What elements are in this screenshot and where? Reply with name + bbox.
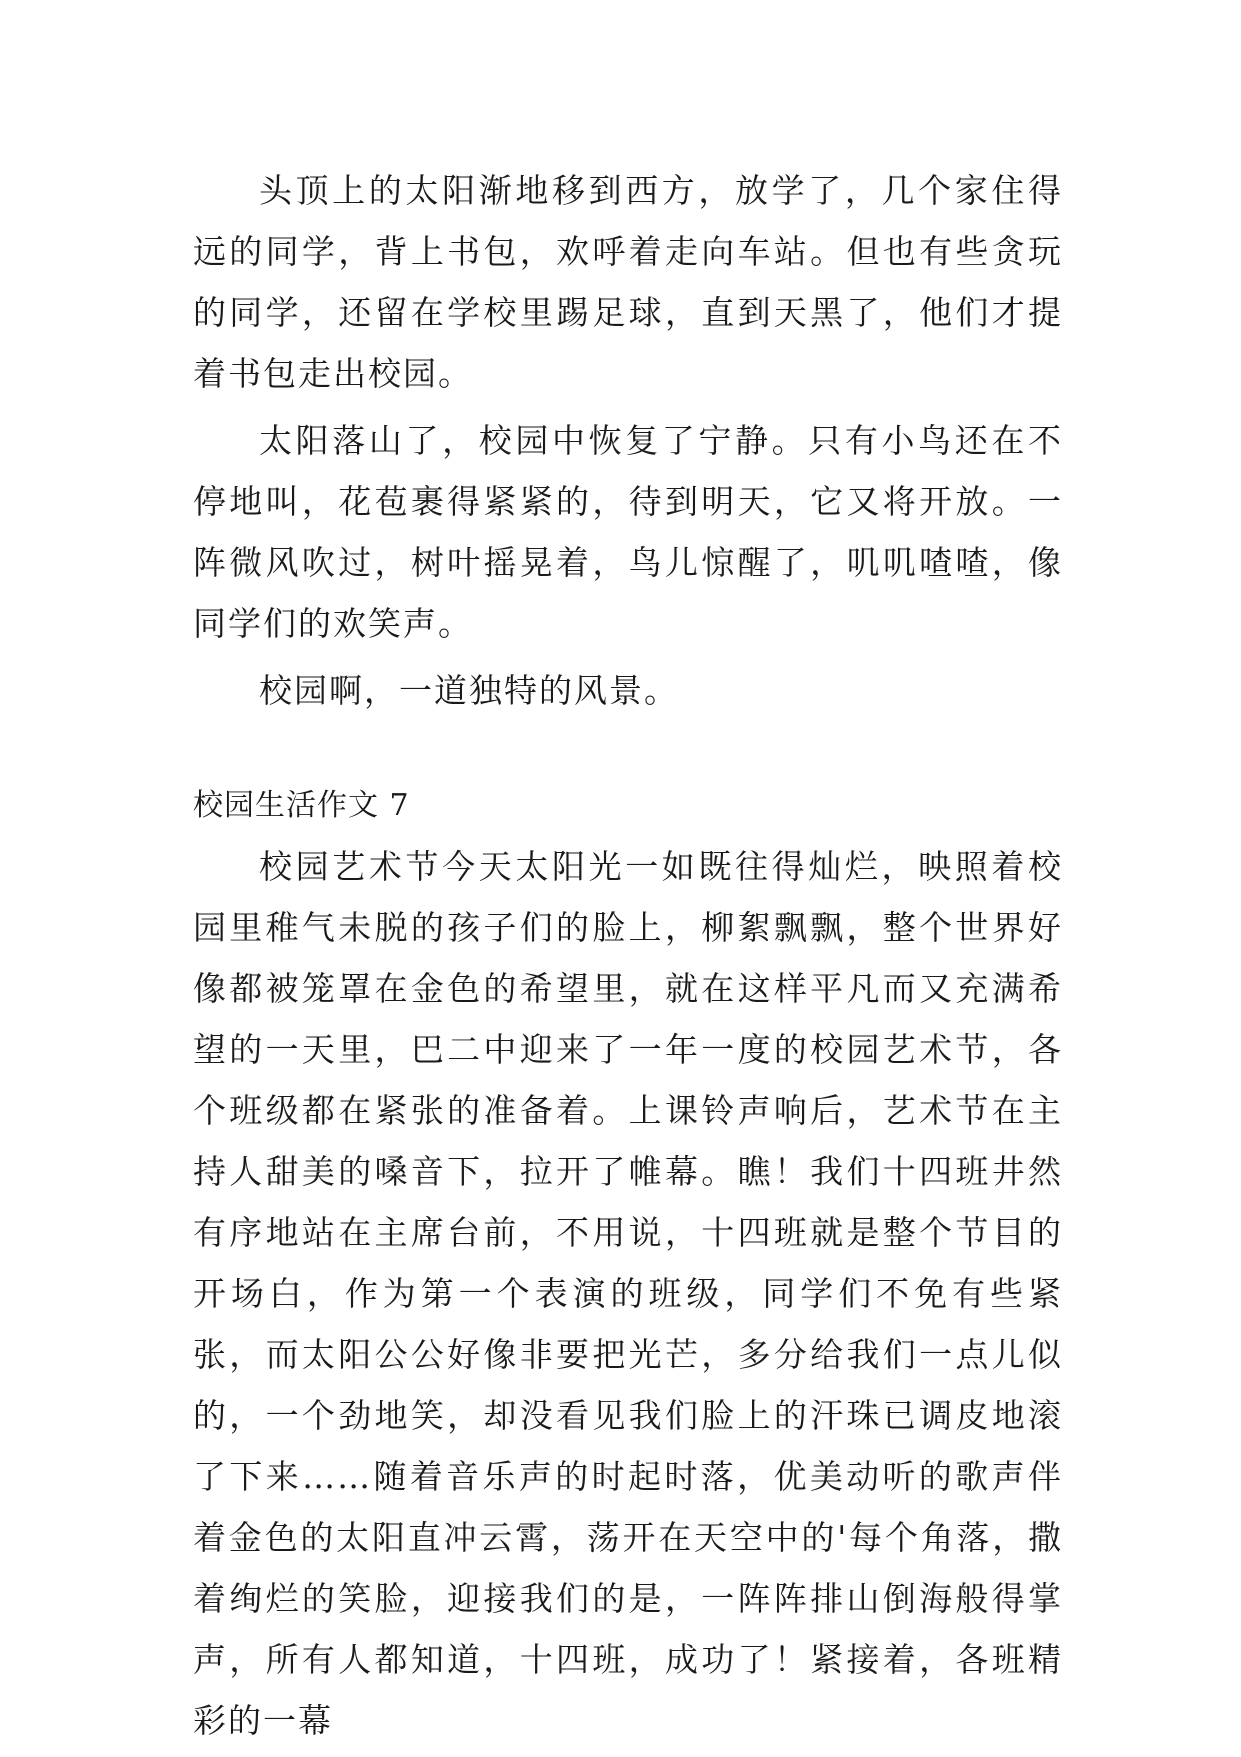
paragraph-art-festival: 校园艺术节今天太阳光一如既往得灿烂，映照着校园里稚气未脱的孩子们的脸上，柳絮飘飘，整个世界好像都被笼罩在金色的希望里，就在这样平凡而又充满希望的一天里，巴二中迎来了一年一度的校园艺术节，各个班级都在紧张的准备着。上课铃声响后，艺术节在主持人甜美的嗓音下，拉开了帷幕。瞧！我们十四班井然有序地站在主席台前，不用说，十四班就是整个节目的开场白，作为第一个表演的班级，同学们不免有些紧张，而太阳公公好像非要把光芒，多分给我们一点儿似的，一个劲地笑，却没看见我们脸上的汗珠已调皮地滚了下来……随着音乐声的时起时落，优美动听的歌声伴着金色的太阳直冲云霄，荡开在天空中的'每个角落，撒着绚烂的笑脸，迎接我们的是，一阵阵排山倒海般得掌声，所有人都知道，十四班，成功了！紧接着，各班精彩的一幕 [193,847,1063,1740]
section-title: 校园生活作文 7 [193,788,410,823]
paragraph-sunset: 太阳落山了，校园中恢复了宁静。只有小鸟还在不停地叫，花苞裹得紧紧的，待到明天，它又将开放。一阵微风吹过，树叶摇晃着，鸟儿惊醒了，叽叽喳喳，像同学们的欢笑声。 [193,421,1063,643]
paragraph-afterschool: 头顶上的太阳渐地移到西方，放学了，几个家住得远的同学，背上书包，欢呼着走向车站。但也有些贪玩的同学，还留在学校里踢足球，直到天黑了，他们才提着书包走出校园。 [193,171,1063,393]
paragraph-campus-scenery: 校园啊，一道独特的风景。 [259,671,679,710]
document-body [193,160,1063,1757]
